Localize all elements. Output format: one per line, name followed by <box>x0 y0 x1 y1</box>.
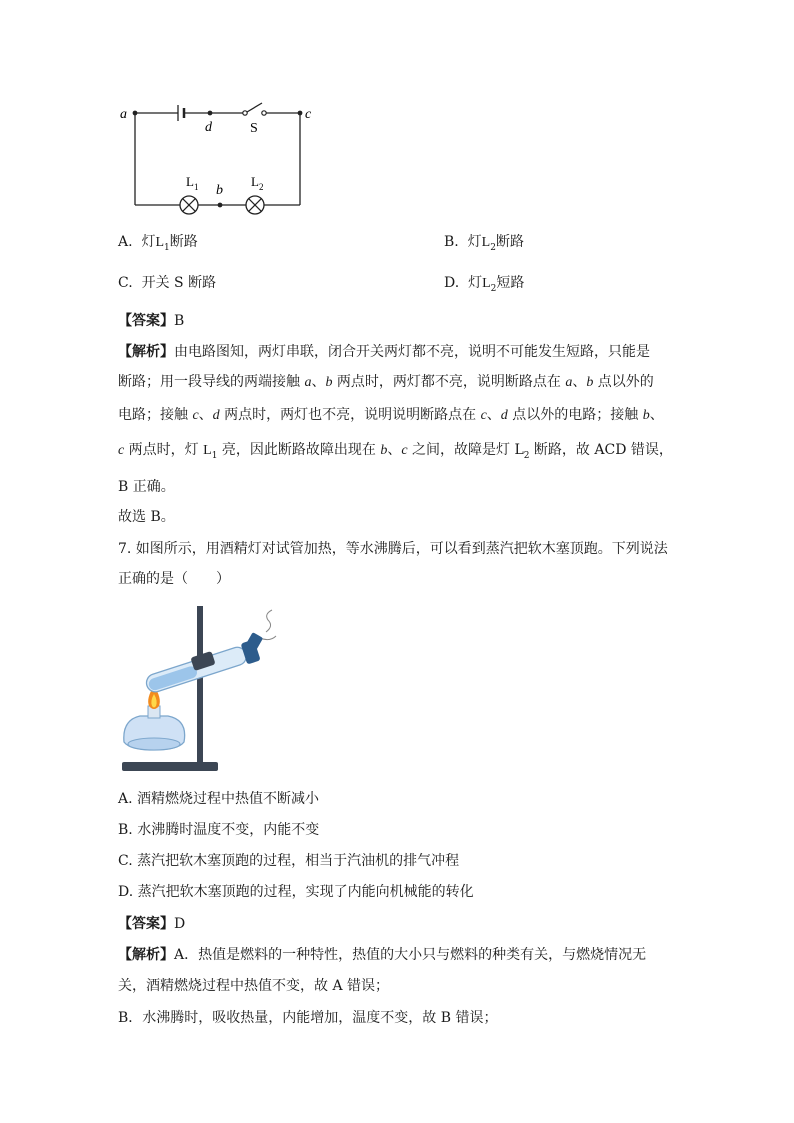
q6-option-d: D. 灯$L_2$短路 <box>444 275 525 294</box>
q6-analysis-line-1: 【解析】由电路图知，两灯串联，闭合开关两灯都不亮，说明不可能发生短路，只能是 <box>118 344 650 360</box>
q6-analysis-line-3: 电路；接触 c、d 两点时，两灯也不亮，说明说明断路点在 c、d 点以外的电路；接触 b、 <box>118 407 664 423</box>
q7-option-d: D. 蒸汽把软木塞顶跑的过程，实现了内能向机械能的转化 <box>118 884 474 900</box>
label-l1-sub: 1 <box>194 182 199 192</box>
q6-option-a: A. 灯$L_1$断路 <box>118 234 198 253</box>
q7-answer: 【答案】D <box>118 916 186 932</box>
q7-analysis-line-1: 【解析】A．热值是燃料的一种特性，热值的大小只与燃料的种类有关，与燃烧情况无 <box>118 947 647 963</box>
switch-contact-left <box>243 111 247 115</box>
q7-analysis-line-3: B．水沸腾时，吸收热量，内能增加，温度不变，故 B 错误； <box>118 1010 498 1026</box>
q6-analysis-line-4: c 两点时，灯 $L_1$ 亮，因此断路故障出现在 b、c 之间，故障是灯 $L_2$ 断路，故 ACD 错误， <box>118 442 673 461</box>
node-d <box>208 111 213 116</box>
node-a <box>133 111 138 116</box>
q6-analysis-line-5: B 正确。 <box>118 479 175 495</box>
label-l1: L <box>186 174 194 189</box>
label-a: a <box>120 107 127 122</box>
lamp-l1-icon <box>180 196 198 214</box>
label-s: S <box>250 121 258 136</box>
switch-contact-right <box>262 111 266 115</box>
q7-option-c: C. 蒸汽把软木塞顶跑的过程，相当于汽油机的排气冲程 <box>118 853 460 869</box>
label-l2: L <box>251 174 259 189</box>
q7-stem-line-1: 7. 如图所示，用酒精灯对试管加热，等水沸腾后，可以看到蒸汽把软木塞顶跑。下列说法 <box>118 541 668 557</box>
label-l2-sub: 2 <box>259 182 264 192</box>
q7-option-b: B. 水沸腾时温度不变，内能不变 <box>118 822 320 838</box>
node-c <box>298 111 303 116</box>
q6-choice: 故选 B。 <box>118 509 175 525</box>
lamp-l2-icon <box>246 196 264 214</box>
q7-option-a: A. 酒精燃烧过程中热值不断减小 <box>118 791 320 807</box>
q6-option-c: C. 开关 S 断路 <box>118 275 217 291</box>
q7-stem-line-2: 正确的是（ ） <box>118 571 230 587</box>
q6-answer: 【答案】B <box>118 313 185 329</box>
node-b <box>218 203 223 208</box>
circuit-diagram <box>110 95 330 220</box>
alcohol-lamp-test-tube-illustration <box>118 602 278 777</box>
q6-option-b: B. 灯$L_2$断路 <box>444 234 524 253</box>
label-c: c <box>305 107 312 122</box>
q6-analysis-line-2: 断路；用一段导线的两端接触 a、b 两点时，两灯都不亮，说明断路点在 a、b 点以外的 <box>118 374 654 390</box>
label-b: b <box>216 183 223 198</box>
label-d: d <box>205 120 212 135</box>
q7-analysis-line-2: 关，酒精燃烧过程中热值不变，故 A 错误； <box>118 978 390 994</box>
